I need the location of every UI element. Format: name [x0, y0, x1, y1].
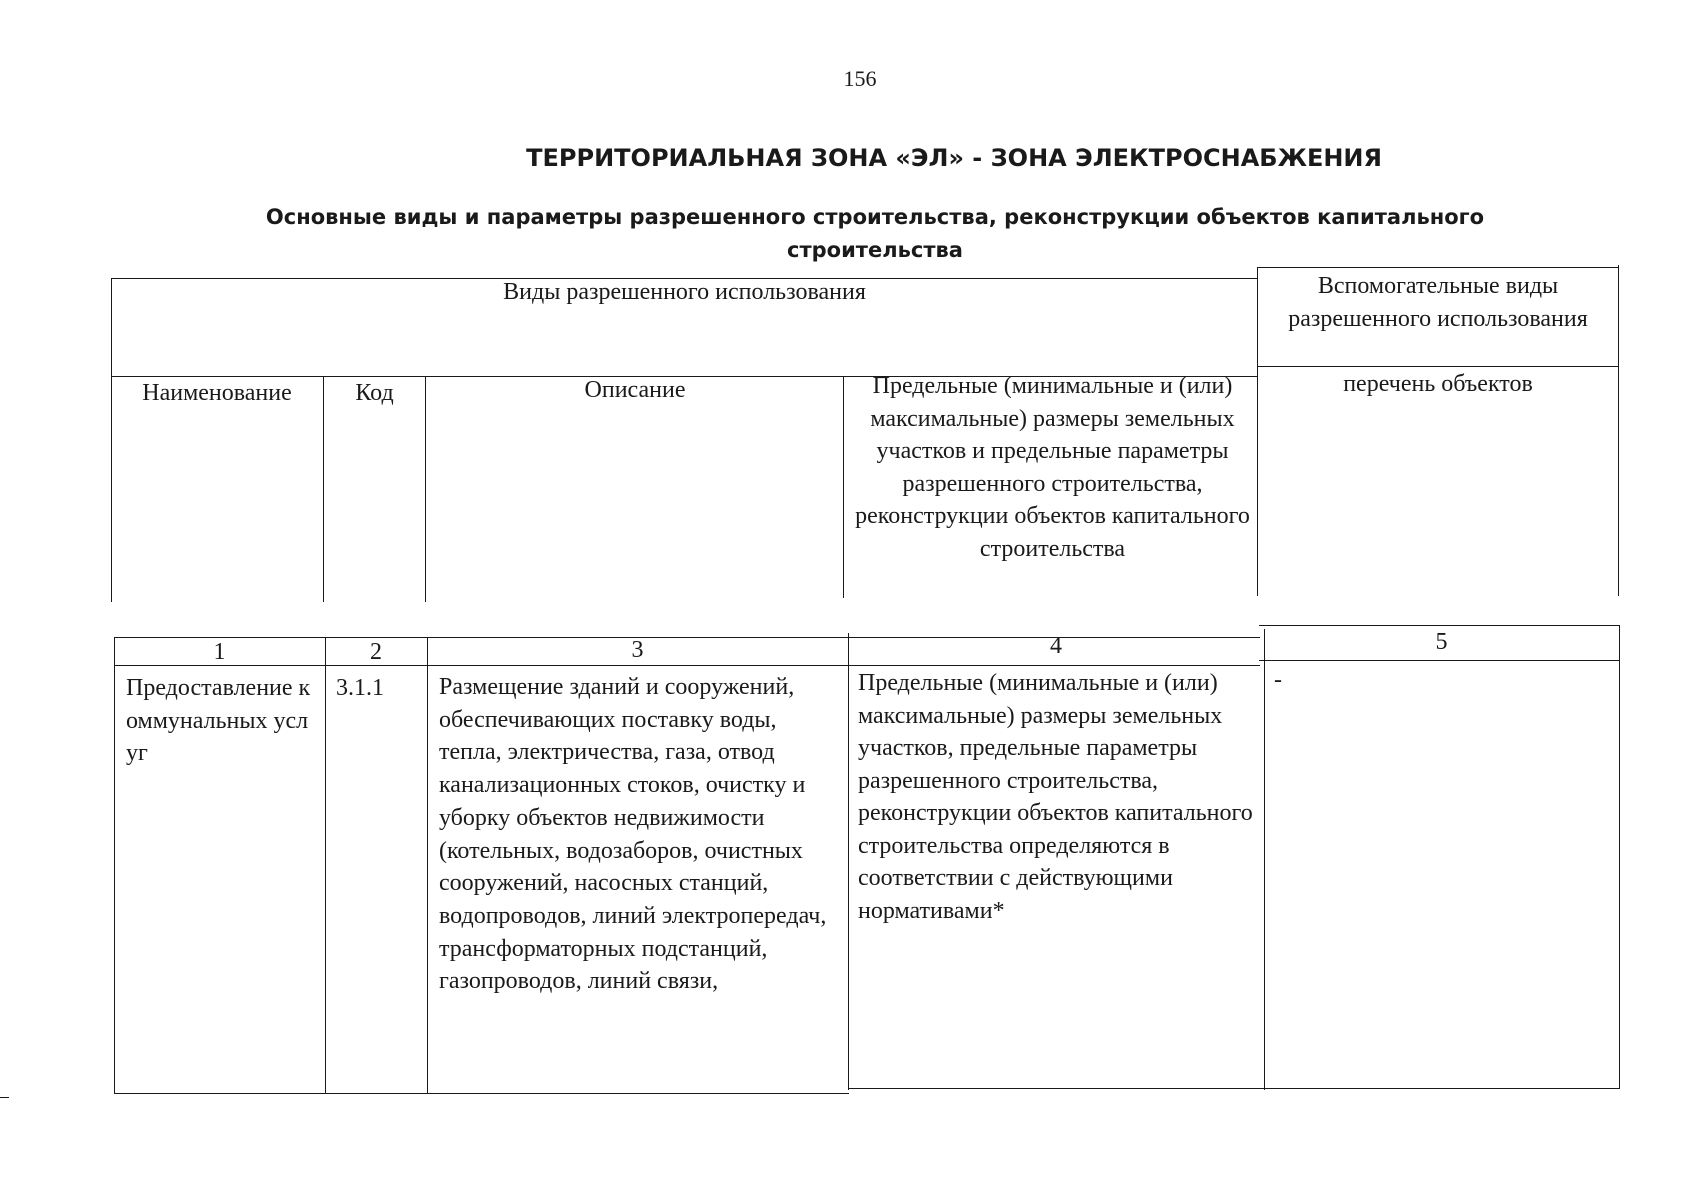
cell-name: Предоставление коммунальных услуг — [126, 675, 311, 766]
column-header-limits: Предельные (минимальные и (или) максимальные) размеры земельных участков и предельные параметры разрешенного строительства, реконструкции объектов капитального строительства — [855, 373, 1250, 562]
table-rule — [1618, 265, 1619, 596]
table-rule — [427, 637, 428, 1094]
cell-limits: Предельные (минимальные и (или) максимальные) размеры земельных участков, предельные параметры разрешенного строительства, реконструкции объектов капитального строительства определяются в соответствии с действующими нормативами* — [858, 670, 1253, 924]
table-rule — [1264, 629, 1265, 1090]
page-number: 156 — [843, 66, 877, 91]
column-number: 3 — [631, 637, 644, 663]
zone-title: ТЕРРИТОРИАЛЬНАЯ ЗОНА «ЭЛ» - ЗОНА ЭЛЕКТРОСНАБЖЕНИЯ — [526, 144, 1382, 172]
table-rule — [1259, 660, 1619, 661]
table-rule — [848, 1088, 1620, 1089]
table-rule — [425, 376, 426, 602]
table-rule — [1619, 625, 1620, 1089]
table-rule — [114, 637, 115, 1094]
cell-objects: - — [1274, 667, 1282, 693]
table-rule — [1259, 625, 1619, 626]
table-rule — [325, 637, 326, 1094]
header-group-label: Виды разрешенного использования — [503, 279, 866, 305]
table-rule — [1257, 267, 1258, 596]
table-rule — [111, 278, 112, 602]
column-number: 2 — [370, 639, 382, 665]
column-number: 1 — [213, 639, 226, 665]
margin-mark — [0, 1097, 9, 1098]
table-rule — [848, 633, 849, 1090]
header-auxiliary-label: Вспомогательные виды разрешенного использования — [1288, 273, 1588, 332]
table-rule — [1257, 366, 1619, 367]
column-header-code: Код — [355, 380, 394, 406]
table-rule — [1257, 267, 1619, 268]
table-rule — [843, 376, 844, 598]
table-rule — [323, 376, 324, 602]
section-subtitle: Основные виды и параметры разрешенного строительства, реконструкции объектов капитального строительства — [265, 205, 1485, 262]
column-header-description: Описание — [584, 377, 686, 403]
table-rule — [114, 1093, 849, 1094]
cell-description: Размещение зданий и сооружений, обеспечивающих поставку воды, тепла, электричества, газа, отвод канализационных стоков, очистку и уборку объектов недвижимости (котельных, водозаборов, очистных сооружений, насосных станций, водопроводов, линий электропередач, трансформаторных подстанций, газопроводов, линий связи, — [439, 674, 827, 995]
cell-code: 3.1.1 — [336, 675, 384, 701]
column-number: 4 — [1050, 633, 1062, 659]
column-number: 5 — [1435, 629, 1448, 655]
column-header-objects: перечень объектов — [1343, 371, 1533, 397]
column-header-name: Наименование — [142, 380, 292, 406]
